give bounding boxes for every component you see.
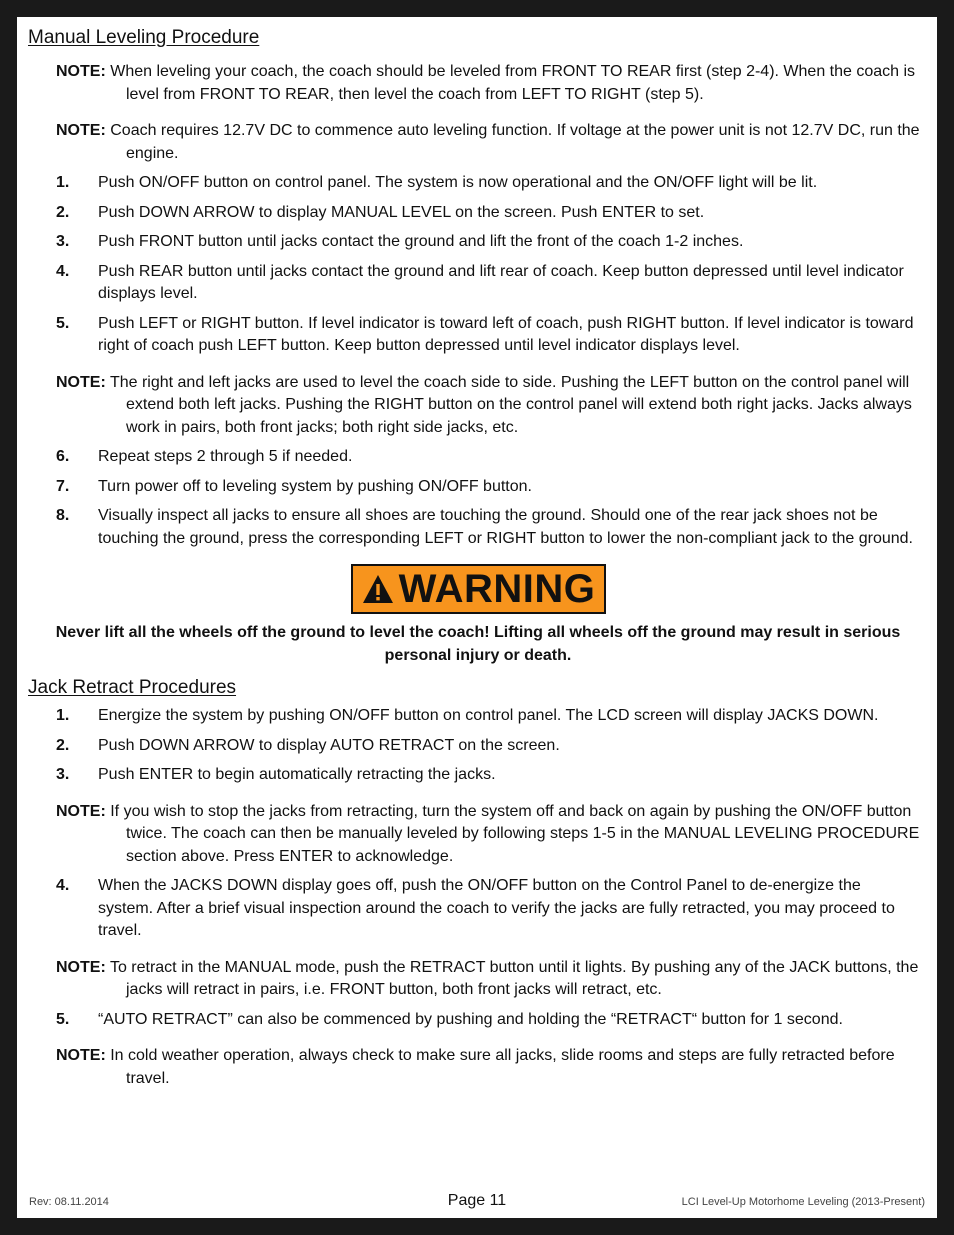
warning-banner	[351, 564, 606, 614]
note-text: In cold weather operation, always check to make sure all jacks, slide rooms and steps are fully retracted before travel.	[110, 1047, 895, 1087]
manual-note-3	[56, 372, 920, 440]
step-number: 3.	[56, 233, 70, 250]
step-text: Push DOWN ARROW to display AUTO RETRACT on the screen.	[98, 736, 560, 754]
retract-step-1	[56, 705, 928, 728]
note-label: NOTE:	[56, 373, 106, 391]
step-number: 1.	[56, 707, 70, 724]
note-text: When leveling your coach, the coach should be leveled from FRONT TO REAR first (step 2-4). When the coach is level from FRONT TO REAR, then level the coach from LEFT TO RIGHT (step 5).	[110, 63, 916, 103]
retract-step-3	[56, 764, 928, 787]
step-text: Push REAR button until jacks contact the ground and lift rear of coach. Keep button depressed until level indicator displays level.	[98, 262, 904, 302]
step-number: 6.	[56, 448, 70, 465]
warning-text: Never lift all the wheels off the ground to level the coach! Lifting all wheels off the ground may result in serious personal injury or death.	[55, 624, 901, 664]
manual-step-2	[56, 202, 928, 225]
retract-note-1	[56, 801, 920, 869]
manual-step-5	[56, 313, 928, 358]
note-label: NOTE:	[56, 802, 106, 820]
retract-step-5	[56, 1009, 928, 1032]
page-number: Page 11	[447, 1192, 507, 1209]
step-text: Push FRONT button until jacks contact the ground and lift the front of the coach 1-2 inches.	[98, 233, 744, 250]
retract-note-2	[56, 957, 920, 1002]
step-number: 5.	[56, 1010, 70, 1028]
step-text: When the JACKS DOWN display goes off, push the ON/OFF button on the Control Panel to de-energize the system. After a brief visual inspection around the coach to verify the jacks are fully retracted, you may proceed to travel.	[98, 877, 895, 939]
revision-date: Rev: 08.11.2014	[29, 1196, 109, 1208]
step-number: 2.	[56, 203, 70, 221]
step-number: 4.	[56, 877, 70, 894]
note-label: NOTE:	[56, 63, 106, 80]
warning-triangle-icon	[361, 572, 395, 606]
step-text: Turn power off to leveling system by pushing ON/OFF button.	[98, 477, 532, 495]
manual-step-4	[56, 261, 928, 306]
note-text: Coach requires 12.7V DC to commence auto leveling function. If voltage at the power unit is not 12.7V DC, run the engine.	[110, 122, 920, 162]
step-number: 4.	[56, 262, 70, 280]
document-page	[17, 17, 937, 1218]
retract-step-2	[56, 735, 928, 758]
manual-leveling-heading: Manual Leveling Procedure	[28, 27, 260, 48]
document-title: LCI Level-Up Motorhome Leveling (2013-Present)	[681, 1196, 925, 1208]
step-number: 3.	[56, 766, 70, 783]
note-label: NOTE:	[56, 958, 106, 976]
step-text: Energize the system by pushing ON/OFF button on control panel. The LCD screen will display JACKS DOWN.	[98, 707, 879, 724]
step-text: Push LEFT or RIGHT button. If level indicator is toward left of coach, push RIGHT button. If level indicator is toward right of coach push LEFT button. Keep button depressed until level indicator displays level.	[98, 314, 914, 354]
note-text: The right and left jacks are used to level the coach side to side. Pushing the LEFT button on the control panel will extend both left jacks. Pushing the RIGHT button on the control panel will extend both right jacks. Jacks always work in pairs, both front jacks; both right side jacks, etc.	[109, 373, 912, 436]
step-number: 5.	[56, 314, 70, 332]
manual-step-7	[56, 476, 928, 499]
step-text: “AUTO RETRACT” can also be commenced by pushing and holding the “RETRACT“ button for 1 second.	[98, 1010, 843, 1028]
note-text: If you wish to stop the jacks from retracting, turn the system off and back on again by pushing the ON/OFF button twice. The coach can then be manually leveled by following steps 1-5 in the MANUAL LEVELING PROCEDURE section above. Press ENTER to acknowledge.	[110, 802, 920, 865]
retract-note-3	[56, 1045, 920, 1090]
step-number: 8.	[56, 507, 70, 524]
step-number: 7.	[56, 477, 70, 495]
retract-step-4	[56, 875, 928, 943]
step-text: Visually inspect all jacks to ensure all shoes are touching the ground. Should one of the rear jack shoes not be touching the ground, press the corresponding LEFT or RIGHT button to lower the non-compliant jack to the ground.	[98, 507, 913, 547]
manual-step-8	[56, 505, 928, 550]
note-text: To retract in the MANUAL mode, push the RETRACT button until it lights. By pushing any of the JACK buttons, the jacks will retract in pairs, i.e. FRONT button, both front jacks will retract, etc.	[109, 958, 919, 998]
manual-step-6	[56, 446, 928, 469]
note-label: NOTE:	[56, 1047, 106, 1064]
step-number: 1.	[56, 174, 70, 191]
page-footer	[17, 1192, 937, 1212]
jack-retract-heading: Jack Retract Procedures	[28, 677, 237, 698]
manual-step-1	[56, 172, 928, 195]
manual-step-3	[56, 231, 928, 254]
manual-note-1	[56, 61, 920, 106]
step-text: Push ON/OFF button on control panel. The system is now operational and the ON/OFF light will be lit.	[98, 174, 818, 191]
step-number: 2.	[56, 736, 70, 754]
note-label: NOTE:	[56, 122, 106, 139]
step-text: Push ENTER to begin automatically retracting the jacks.	[98, 766, 496, 783]
warning-label: WARNING	[398, 567, 596, 611]
page-content	[28, 25, 928, 1090]
warning-banner-wrap	[28, 564, 928, 614]
manual-note-2	[56, 120, 920, 165]
step-text: Push DOWN ARROW to display MANUAL LEVEL on the screen. Push ENTER to set.	[98, 203, 705, 221]
step-text: Repeat steps 2 through 5 if needed.	[98, 448, 353, 465]
